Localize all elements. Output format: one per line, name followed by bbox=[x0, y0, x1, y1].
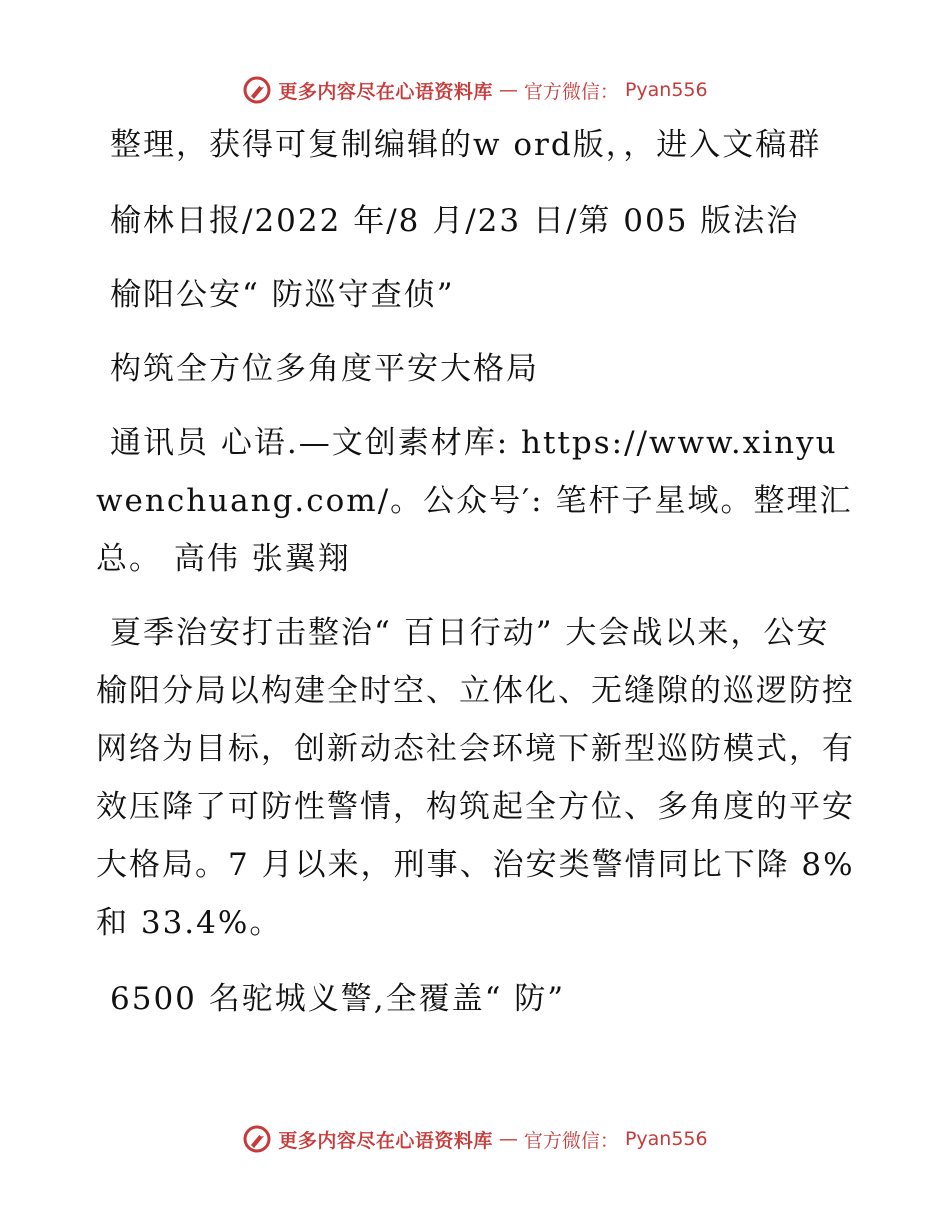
intro-paragraph: 整理，获得可复制编辑的w ord版，，进入文稿群 bbox=[110, 127, 822, 163]
watermark-main-text: 更多内容尽在心语资料库 bbox=[278, 1129, 493, 1152]
watermark-handle: Pyan556 bbox=[624, 79, 708, 101]
section-heading: 6500 名驼城义警,全覆盖“ 防” bbox=[110, 981, 566, 1017]
watermark-wechat-label: 官方微信： bbox=[523, 1129, 619, 1152]
watermark-separator: — bbox=[498, 1128, 518, 1150]
article-title-line-1: 榆阳公安“ 防巡守查侦” bbox=[110, 277, 455, 313]
pen-circle-logo-icon bbox=[242, 1124, 272, 1154]
header-watermark bbox=[0, 72, 950, 108]
watermark-separator: — bbox=[498, 79, 518, 101]
document-body bbox=[96, 116, 856, 1028]
watermark-main-text: 更多内容尽在心语资料库 bbox=[278, 80, 493, 103]
body-paragraph: 夏季治安打击整治“ 百日行动” 大会战以来，公安榆阳分局以构建全时空、立体化、无缝隙的巡逻防控网络为目标，创新动态社会环境下新型巡防模式，有效压降了可防性警情，构筑起全方位、多角度的平安大格局。7 月以来，刑事、治安类警情同比下降 8%和 33.4%。 bbox=[96, 615, 855, 941]
watermark-handle: Pyan556 bbox=[624, 1128, 708, 1150]
footer-watermark bbox=[0, 1121, 950, 1157]
pen-circle-logo-icon bbox=[242, 75, 272, 105]
watermark-wechat-label: 官方微信： bbox=[523, 80, 619, 103]
byline-paragraph: 通讯员 心语.—文创素材库: https://www.xinyuwenchuang.com/。公众号′: 笔杆子星域。整理汇总。 高伟 张翼翔 bbox=[96, 425, 853, 577]
article-title-line-2: 构筑全方位多角度平安大格局 bbox=[110, 351, 539, 387]
source-line: 榆林日报/2022 年/8 月/23 日/第 005 版法治 bbox=[110, 203, 800, 239]
